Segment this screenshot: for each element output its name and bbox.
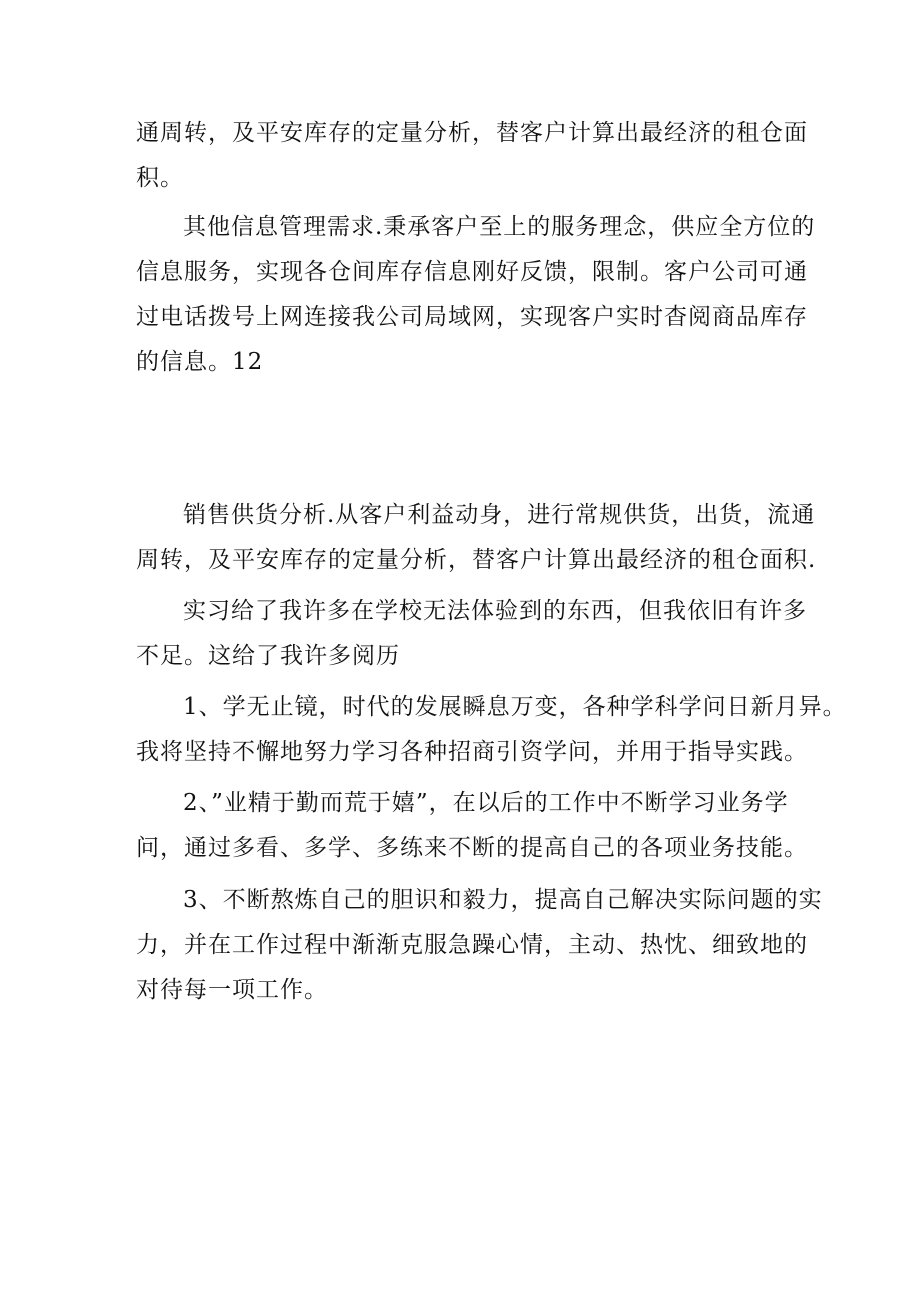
paragraph-sales-supply	[136, 493, 817, 583]
text-line: 销售供货分析.从客户利益动身，进行常规供货，出货，流通	[183, 502, 816, 528]
text-line: 积。	[136, 165, 184, 191]
paragraph-point-2	[136, 781, 808, 871]
text-line: 的信息。12	[136, 349, 264, 375]
text-line: 2、”业精于勤而荒于嬉”，在以后的工作中不断学习业务学	[183, 790, 789, 816]
text-line: 实习给了我许多在学校无法体验到的东西，但我依旧有许多	[183, 598, 807, 624]
paragraph-internship	[136, 589, 807, 679]
text-line: 通周转，及平安库存的定量分析，替客户计算出最经济的租仓面	[136, 120, 808, 146]
text-line: 问，通过多看、多学、多练来不断的提高自己的各项业务技能。	[136, 835, 808, 861]
paragraph-point-3	[136, 878, 823, 1013]
text-line: 不足。这给了我许多阅历	[136, 643, 400, 669]
paragraph-point-1	[136, 685, 847, 775]
text-line: 过电话拨号上网连接我公司局域网，实现客户实时杳阅商品库存	[136, 304, 808, 330]
text-line: 周转，及平安库存的定量分析，替客户计算出最经济的租仓面积.	[136, 547, 817, 573]
text-line: 力，并在工作过程中渐渐克服急躁心情，主动、热忱、细致地的	[136, 932, 808, 958]
text-line: 3、不断熬炼自己的胆识和毅力，提高自己解决实际问题的实	[183, 887, 823, 913]
text-line: 其他信息管理需求.秉承客户至上的服务理念，供应全方位的	[183, 214, 816, 240]
paragraph-continuation	[136, 111, 808, 201]
paragraph-info-management	[136, 205, 816, 385]
text-line: 对待每一项工作。	[136, 977, 328, 1003]
text-line: 我将坚持不懈地努力学习各种招商引资学问，并用于指导实践。	[136, 739, 808, 765]
text-line: 信息服务，实现各仓间库存信息刚好反馈，限制。客户公司可通	[136, 259, 808, 285]
text-line: 1、学无止镜，时代的发展瞬息万变，各种学科学问日新月异。	[183, 694, 847, 720]
